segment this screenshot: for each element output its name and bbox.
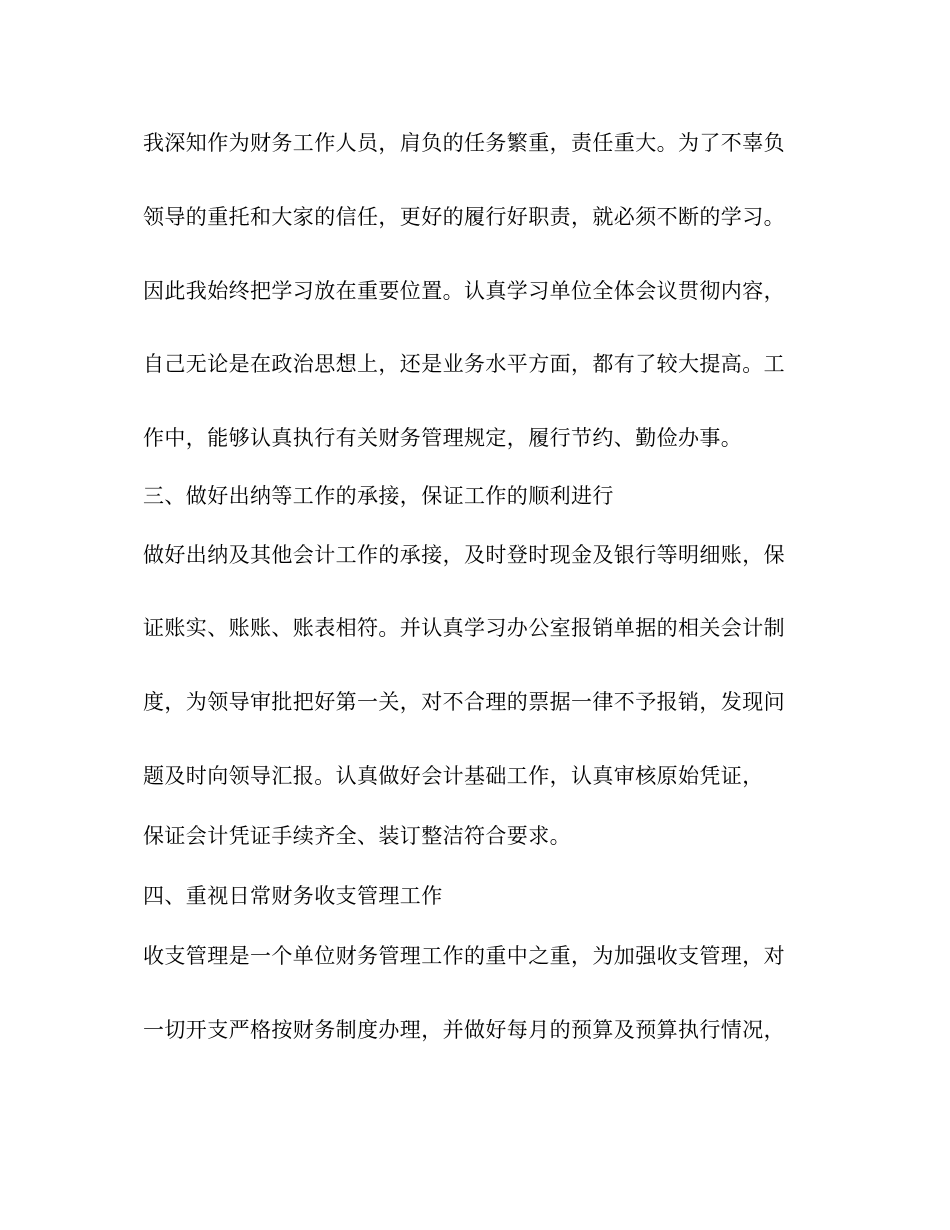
section-heading: 四、重视日常财务收支管理工作 [143, 884, 443, 908]
paragraph-line: 保证会计凭证手续齐全、装订整洁符合要求。 [143, 824, 571, 848]
paragraph-line: 我深知作为财务工作人员，肩负的任务繁重，责任重大。为了不辜负 [143, 131, 785, 155]
paragraph-line: 题及时向领导汇报。认真做好会计基础工作，认真审核原始凭证， [143, 764, 764, 788]
paragraph-line: 做好出纳及其他会计工作的承接，及时登时现金及银行等明细账，保 [143, 543, 785, 567]
paragraph-line: 因此我始终把学习放在重要位置。认真学习单位全体会议贯彻内容， [143, 279, 785, 303]
section-heading: 三、做好出纳等工作的承接，保证工作的顺利进行 [143, 484, 614, 508]
paragraph-line: 一切开支严格按财务制度办理，并做好每月的预算及预算执行情况， [143, 1018, 785, 1042]
paragraph-line: 证账实、账账、账表相符。并认真学习办公室报销单据的相关会计制 [143, 616, 785, 640]
paragraph-line: 自己无论是在政治思想上，还是业务水平方面，都有了较大提高。工 [143, 352, 785, 376]
paragraph-line: 度，为领导审批把好第一关，对不合理的票据一律不予报销，发现问 [143, 690, 785, 714]
paragraph-line: 领导的重托和大家的信任，更好的履行好职责，就必须不断的学习。 [143, 205, 785, 229]
paragraph-line: 收支管理是一个单位财务管理工作的重中之重，为加强收支管理，对 [143, 944, 785, 968]
paragraph-line: 作中，能够认真执行有关财务管理规定，履行节约、勤俭办事。 [143, 426, 743, 450]
